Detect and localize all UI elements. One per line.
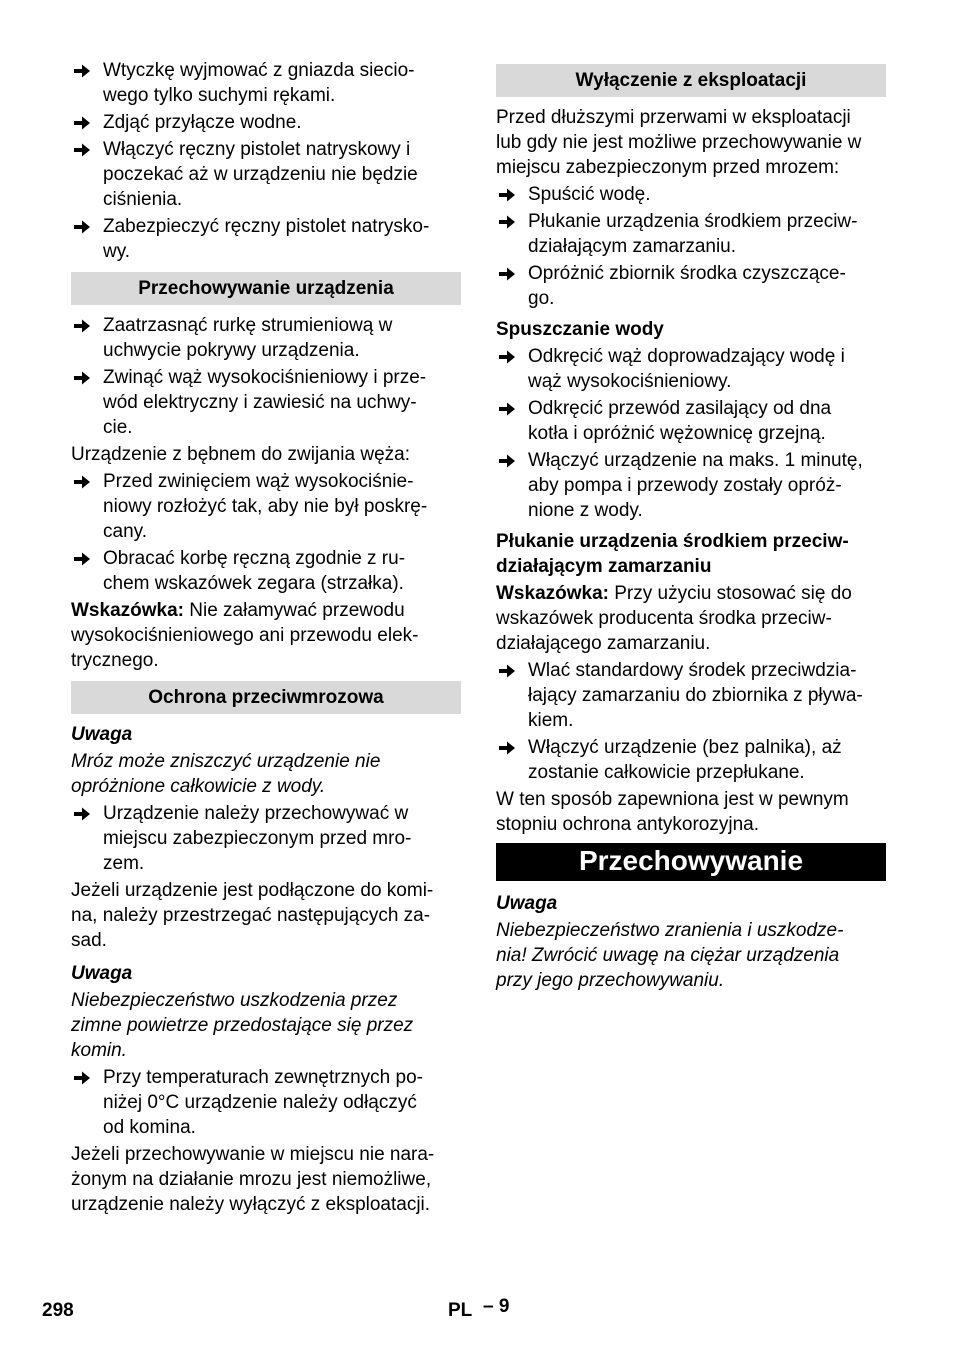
section-heading-storage: Przechowywanie urządzenia xyxy=(71,272,461,305)
list-item: Urządzenie należy przechowywać w miejscu zabezpieczonym przed mro- zem. xyxy=(71,801,461,876)
section-heading-shutdown: Wyłączenie z eksploatacji xyxy=(496,64,886,97)
list-item: Odkręcić przewód zasilający od dna kotła i opróżnić wężownicę grzejną. xyxy=(496,396,886,446)
arrow-right-icon xyxy=(498,344,520,369)
list-item: Włączyć urządzenie (bez palnika), aż zostanie całkowicie przepłukane. xyxy=(496,735,886,785)
note-label: Wskazówka: xyxy=(496,583,609,604)
caution-title: Uwaga xyxy=(71,963,133,984)
note-label: Wskazówka: xyxy=(71,600,184,621)
list-item: Zwinąć wąż wysokociśnieniowy i prze- wód elektryczny i zawiesić na uchwy- cie. xyxy=(71,365,461,440)
section-heading-frost: Ochrona przeciwmrozowa xyxy=(71,681,461,714)
caution-text: Niebezpieczeństwo zranienia i uszkodze- nia! Zwrócić uwagę na ciężar urządzenia przy jego przechowywaniu. xyxy=(496,920,844,991)
subheading-rinse: Płukanie urządzenia środkiem przeciw- działającym zamarzaniu xyxy=(496,531,849,577)
paragraph-final: Jeżeli przechowywanie w miejscu nie nara- żonym na działanie mrozu jest niemożliwe, urządzenie należy wyłączyć z eksploatacji. xyxy=(71,1144,435,1215)
list-item: Wlać standardowy środek przeciwdzia- łający zamarzaniu do zbiornika z pływa- kiem. xyxy=(496,658,886,733)
list-item: Obracać korbę ręczną zgodnie z ru- chem wskazówek zegara (strzałka). xyxy=(71,546,461,596)
list-item: Zdjąć przyłącze wodne. xyxy=(71,110,461,135)
list-item: Opróżnić zbiornik środka czyszczące- go. xyxy=(496,261,886,311)
list-item: Odkręcić wąż doprowadzający wodę i wąż wysokociśnieniowy. xyxy=(496,344,886,394)
arrow-right-icon xyxy=(73,546,95,571)
list-item: Zabezpieczyć ręczny pistolet natrysko- wy. xyxy=(71,214,461,264)
arrow-right-icon xyxy=(73,214,95,239)
chapter-heading-storage: Przechowywanie xyxy=(496,843,886,881)
arrow-right-icon xyxy=(73,469,95,494)
arrow-right-icon xyxy=(498,658,520,683)
page-number: 298 xyxy=(42,1300,74,1321)
list-item: Włączyć urządzenie na maks. 1 minutę, aby pompa i przewody zostały opróż- nione z wody. xyxy=(496,448,886,523)
arrow-right-icon xyxy=(73,137,95,162)
list-item: Wtyczkę wyjmować z gniazda siecio- wego tylko suchymi rękami. xyxy=(71,58,461,108)
arrow-right-icon xyxy=(498,396,520,421)
paragraph-chimney: Jeżeli urządzenie jest podłączone do komi- na, należy przestrzegać następujących za- sad. xyxy=(71,880,434,951)
arrow-right-icon xyxy=(73,58,95,83)
arrow-right-icon xyxy=(498,448,520,473)
language-code: PL xyxy=(448,1300,473,1321)
caution-text: Niebezpieczeństwo uszkodzenia przez zimne powietrze przedostające się przez komin. xyxy=(71,990,414,1061)
arrow-right-icon xyxy=(73,801,95,826)
caution-text: Mróz może zniszczyć urządzenie nie opróżnione całkowicie z wody. xyxy=(71,751,381,797)
arrow-right-icon xyxy=(73,313,95,338)
paragraph-corrosion: W ten sposób zapewniona jest w pewnym stopniu ochrona antykorozyjna. xyxy=(496,789,849,835)
arrow-right-icon xyxy=(498,209,520,234)
list-item: Przed zwinięciem wąż wysokociśnie- niowy rozłożyć tak, aby nie był poskrę- cany. xyxy=(71,469,461,544)
arrow-right-icon xyxy=(73,110,95,135)
arrow-right-icon xyxy=(498,735,520,760)
list-item: Płukanie urządzenia środkiem przeciw- działającym zamarzaniu. xyxy=(496,209,886,259)
arrow-right-icon xyxy=(498,261,520,286)
paragraph-intro: Przed dłuższymi przerwami w eksploatacji lub gdy nie jest możliwe przechowywanie w miejscu zabezpieczonym przed mrozem: xyxy=(496,107,862,178)
subheading-drain: Spuszczanie wody xyxy=(496,319,664,340)
section-page-number: – 9 xyxy=(483,1296,510,1317)
list-item: Przy temperaturach zewnętrznych po- niżej 0°C urządzenie należy odłączyć od komina. xyxy=(71,1065,461,1140)
caution-title: Uwaga xyxy=(71,724,133,745)
arrow-right-icon xyxy=(498,182,520,207)
note-paragraph: Wskazówka: Nie załamywać przewodu wysokociśnieniowego ani przewodu elek- trycznego. xyxy=(71,600,419,671)
paragraph-drum: Urządzenie z bębnem do zwijania węża: xyxy=(71,444,411,465)
left-column xyxy=(71,58,461,1219)
arrow-right-icon xyxy=(73,1065,95,1090)
note-paragraph: Wskazówka: Przy użyciu stosować się do wskazówek producenta środka przeciw- działającego zamarzaniu. xyxy=(496,583,852,654)
right-column xyxy=(496,58,886,995)
caution-title: Uwaga xyxy=(496,893,558,914)
list-item: Włączyć ręczny pistolet natryskowy i poczekać aż w urządzeniu nie będzie ciśnienia. xyxy=(71,137,461,212)
list-item: Spuścić wodę. xyxy=(496,182,886,207)
list-item: Zaatrzasnąć rurkę strumieniową w uchwycie pokrywy urządzenia. xyxy=(71,313,461,363)
arrow-right-icon xyxy=(73,365,95,390)
